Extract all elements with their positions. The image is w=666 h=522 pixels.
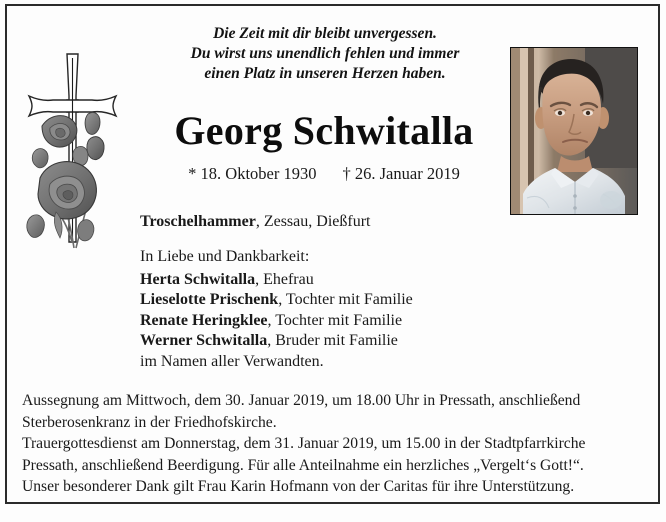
family-member [140, 270, 413, 291]
family-member-relation: , Tochter mit Familie [267, 311, 403, 329]
birth-date-value: 18. Oktober 1930 [200, 164, 317, 183]
death-date [343, 164, 460, 183]
family-member [140, 311, 413, 332]
epigraph-line-2: Du wirst uns unendlich fehlen und immer [190, 45, 460, 62]
service-paragraph-1: Aussegnung am Mittwoch, dem 30. Januar 2019, um 18.00 Uhr in Pressath, anschließend Sterberosenkranz in der Friedhofskirche. [22, 392, 581, 431]
family-closing: im Namen aller Verwandten. [140, 352, 324, 370]
epigraph-line-1: Die Zeit mit dir bleibt unvergessen. [213, 25, 437, 42]
cross-with-roses-icon [12, 52, 130, 252]
family-member-name: Werner Schwitalla [140, 332, 268, 349]
epigraph-line-3: einen Platz in unseren Herzen haben. [204, 65, 446, 82]
portrait-photo [510, 47, 638, 215]
birth-symbol: * [188, 164, 197, 183]
birth-date [188, 164, 316, 183]
family-member [140, 331, 413, 352]
service-details [22, 390, 644, 498]
family-member-name: Lieselotte Prischenk [140, 291, 279, 308]
places-line [140, 211, 370, 232]
family-member-relation: , Ehefrau [255, 270, 314, 288]
family-intro: In Liebe und Dankbarkeit: [140, 248, 310, 265]
epigraph [140, 24, 510, 84]
service-paragraph-2: Trauergottesdienst am Donnerstag, dem 31. Januar 2019, um 15.00 in der Stadtpfarrkirche Pressath, anschließend Beerdigung. Für alle Anteilnahme ein herzliches „Vergelt‘s Gott!“. [22, 435, 586, 474]
family-block [140, 247, 413, 372]
deceased-name: Georg Schwitalla [174, 108, 474, 153]
service-paragraph-3: Unser besonderer Dank gilt Frau Karin Hofmann von der Caritas für ihre Unterstützung. [22, 478, 575, 495]
family-member-name: Herta Schwitalla [140, 270, 256, 288]
family-member-name: Renate Heringklee [140, 311, 268, 329]
family-member [140, 290, 413, 311]
death-date-value: 26. Januar 2019 [354, 164, 460, 183]
place-main: Troschelhammer [140, 213, 256, 230]
family-member-relation: , Tochter mit Familie [278, 291, 413, 308]
family-member-relation: , Bruder mit Familie [267, 332, 398, 349]
place-others: , Zessau, Dießfurt [255, 213, 371, 230]
death-symbol: † [342, 164, 351, 183]
life-dates [138, 163, 510, 185]
